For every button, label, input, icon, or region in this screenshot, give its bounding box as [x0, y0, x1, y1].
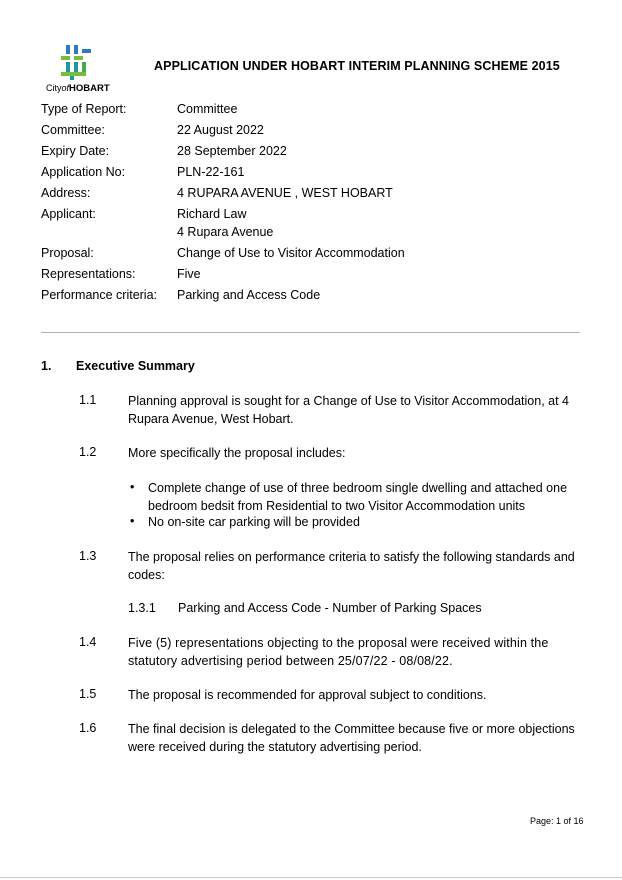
logo-block: [70, 76, 74, 80]
bullet-text: No on-site car parking will be provided: [148, 515, 360, 529]
paragraph-text: Planning approval is sought for a Change of Use to Visitor Accommodation, at 4 Rupara Avenue, West Hobart.: [128, 394, 569, 426]
meta-label: Type of Report:: [41, 102, 127, 116]
meta-value: Committee: [177, 102, 238, 116]
logo-block: [74, 62, 78, 72]
logo-text-hobart: HOBART: [69, 83, 110, 94]
paragraph-text: The final decision is delegated to the Committee because five or more objections were received during the statutory advertising period.: [128, 722, 575, 754]
logo-block: [66, 45, 70, 54]
paragraph-number: 1.4: [79, 635, 97, 649]
meta-value: 22 August 2022: [177, 123, 264, 137]
meta-value: Parking and Access Code: [177, 288, 321, 302]
logo-block: [74, 45, 78, 54]
meta-value: PLN-22-161: [177, 165, 245, 179]
logo-block: [61, 56, 70, 60]
meta-value: Five: [177, 267, 201, 281]
section-number: 1.: [41, 359, 52, 373]
paragraph-number: 1.2: [79, 445, 97, 459]
sub-item-text: Parking and Access Code - Number of Parking Spaces: [178, 601, 482, 615]
logo-block: [66, 62, 70, 72]
logo-wordmark: [46, 83, 110, 94]
meta-label: Proposal:: [41, 246, 94, 260]
logo-block: [74, 56, 83, 60]
meta-label: Address:: [41, 186, 91, 200]
meta-value: 28 September 2022: [177, 144, 287, 158]
meta-label: Performance criteria:: [41, 288, 158, 302]
logo-block: [61, 72, 86, 76]
meta-label: Application No:: [41, 165, 126, 179]
bullet-icon: •: [130, 480, 135, 494]
bullet-text: Complete change of use of three bedroom single dwelling and attached one bedroom bedsit from Residential to two Visitor Accommodation units: [148, 481, 568, 513]
meta-value: 4 Rupara Avenue: [177, 225, 274, 239]
logo-text-city: City: [46, 83, 62, 93]
logo-block: [82, 62, 86, 72]
logo-text-of: of: [61, 83, 70, 93]
paragraph-number: 1.6: [79, 721, 97, 735]
page-title: APPLICATION UNDER HOBART INTERIM PLANNING SCHEME 2015: [154, 59, 560, 73]
meta-label: Expiry Date:: [41, 144, 110, 158]
sub-item-number: 1.3.1: [128, 601, 156, 615]
bullet-icon: •: [130, 514, 135, 528]
meta-label: Committee:: [41, 123, 105, 137]
paragraph-text: The proposal is recommended for approval subject to conditions.: [128, 688, 487, 702]
paragraph-text: The proposal relies on performance criteria to satisfy the following standards and codes:: [128, 550, 575, 582]
meta-value: 4 RUPARA AVENUE , WEST HOBART: [177, 186, 393, 200]
section-divider: [41, 332, 580, 333]
page-number: Page: 1 of 16: [530, 816, 584, 826]
meta-label: Applicant:: [41, 207, 96, 221]
paragraph-number: 1.5: [79, 687, 97, 701]
sub-item: [128, 601, 482, 615]
paragraph-text: Five (5) representations objecting to the proposal were received within the statutory advertising period between 25/07/22 - 08/08/22.: [128, 636, 549, 668]
paragraph-number: 1.1: [79, 393, 97, 407]
logo-block: [82, 49, 91, 53]
meta-value: Richard Law: [177, 207, 247, 221]
paragraph-number: 1.3: [79, 549, 97, 563]
meta-value: Change of Use to Visitor Accommodation: [177, 246, 405, 260]
section-title: Executive Summary: [76, 359, 195, 373]
meta-label: Representations:: [41, 267, 136, 281]
page-bottom-edge: [0, 877, 622, 878]
paragraph-text: More specifically the proposal includes:: [128, 446, 346, 460]
